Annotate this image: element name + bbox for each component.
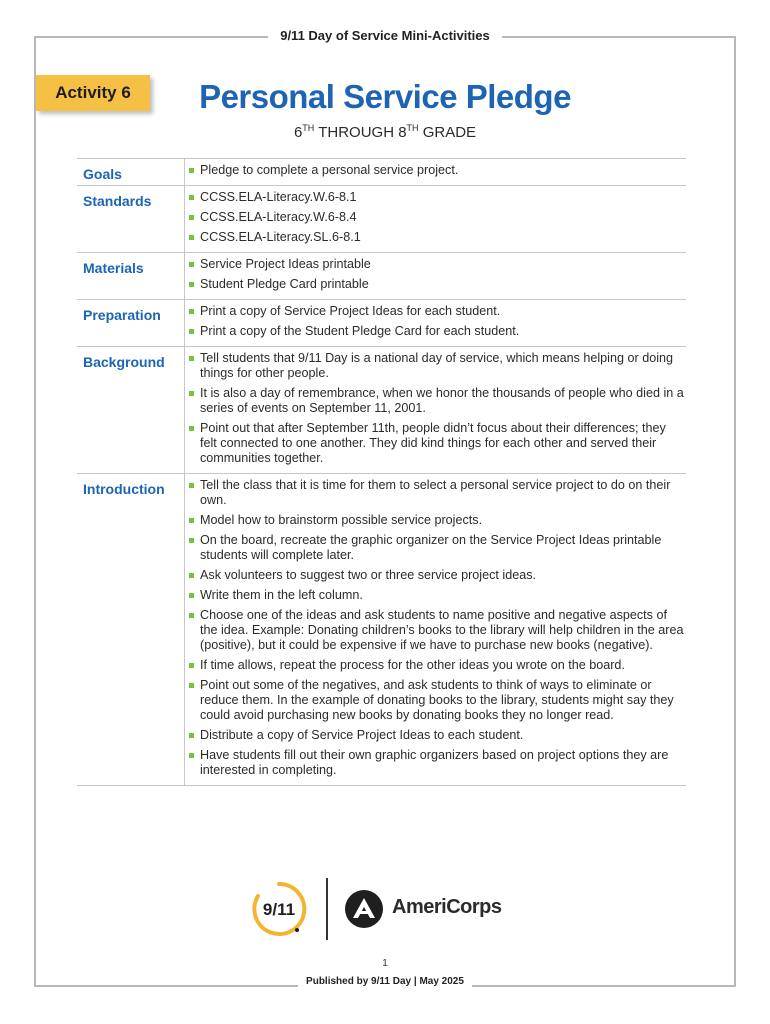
bullet-item: Distribute a copy of Service Project Ideas to each student.	[189, 728, 686, 743]
bullet-item: Ask volunteers to suggest two or three service project ideas.	[189, 568, 686, 583]
section-label: Introduction	[77, 474, 185, 786]
bullet-item: Print a copy of the Student Pledge Card for each student.	[189, 324, 686, 339]
published-line	[0, 976, 770, 987]
americorps-mark-icon	[344, 889, 384, 929]
section-items	[185, 159, 687, 186]
series-title: 9/11 Day of Service Mini-Activities	[268, 28, 502, 43]
section-row-preparation	[77, 300, 686, 347]
bullet-item: CCSS.ELA-Literacy.SL.6-8.1	[189, 230, 686, 245]
section-row-introduction	[77, 474, 686, 786]
published-text: Published by 9/11 Day | May 2025	[298, 976, 472, 987]
section-label: Background	[77, 347, 185, 474]
americorps-wordmark: AmeriCorps	[392, 896, 502, 918]
bullet-item: Write them in the left column.	[189, 588, 686, 603]
911-day-logo	[250, 880, 308, 938]
section-items	[185, 253, 687, 300]
grade-range: 6TH THROUGH 8TH GRADE	[293, 123, 477, 141]
logo-divider	[326, 878, 328, 940]
section-row-materials	[77, 253, 686, 300]
section-items	[185, 347, 687, 474]
bullet-item: It is also a day of remembrance, when we honor the thousands of people who died in a series of events on September 11, 2001.	[189, 386, 686, 416]
bullet-item: Pledge to complete a personal service project.	[189, 163, 686, 178]
bullet-item: Model how to brainstorm possible service projects.	[189, 513, 686, 528]
activity-badge: Activity 6	[36, 75, 150, 111]
bullet-item: CCSS.ELA-Literacy.W.6-8.4	[189, 210, 686, 225]
section-label: Goals	[77, 159, 185, 186]
page-number: 1	[382, 958, 388, 969]
bullet-item: CCSS.ELA-Literacy.W.6-8.1	[189, 190, 686, 205]
bullet-item: Choose one of the ideas and ask students to name positive and negative aspects of the idea. Example: Donating children’s books to the library will help children in the area (positive), but it could be expensive if we have to purchase new books (negative).	[189, 608, 686, 653]
section-items	[185, 474, 687, 786]
911-logo-text: 9/11	[262, 900, 296, 919]
bullet-item: Point out some of the negatives, and ask students to think of ways to eliminate or reduce them. In the example of donating books to the library, students might say they could avoid purchasing new books by donating books they no longer read.	[189, 678, 686, 723]
lesson-plan-table	[77, 158, 686, 786]
section-row-background	[77, 347, 686, 474]
section-label: Standards	[77, 186, 185, 253]
section-items	[185, 300, 687, 347]
bullet-item: Have students fill out their own graphic organizers based on project options they are interested in completing.	[189, 748, 686, 778]
bullet-item: If time allows, repeat the process for the other ideas you wrote on the board.	[189, 658, 686, 673]
bullet-item: Point out that after September 11th, people didn’t focus about their differences; they felt connected to one another. They did kind things for each other and served their communities together.	[189, 421, 686, 466]
section-label: Preparation	[77, 300, 185, 347]
section-row-goals	[77, 159, 686, 186]
page-title: Personal Service Pledge	[199, 78, 571, 115]
series-title-bar	[0, 27, 770, 45]
footer-logos	[250, 876, 530, 942]
section-label: Materials	[77, 253, 185, 300]
section-row-standards	[77, 186, 686, 253]
bullet-item: Tell the class that it is time for them to select a personal service project to do on their own.	[189, 478, 686, 508]
bullet-item: Print a copy of Service Project Ideas for each student.	[189, 304, 686, 319]
bullet-item: On the board, recreate the graphic organizer on the Service Project Ideas printable students will complete later.	[189, 533, 686, 563]
bullet-item: Service Project Ideas printable	[189, 257, 686, 272]
bullet-item: Student Pledge Card printable	[189, 277, 686, 292]
bullet-item: Tell students that 9/11 Day is a national day of service, which means helping or doing things for other people.	[189, 351, 686, 381]
section-items	[185, 186, 687, 253]
